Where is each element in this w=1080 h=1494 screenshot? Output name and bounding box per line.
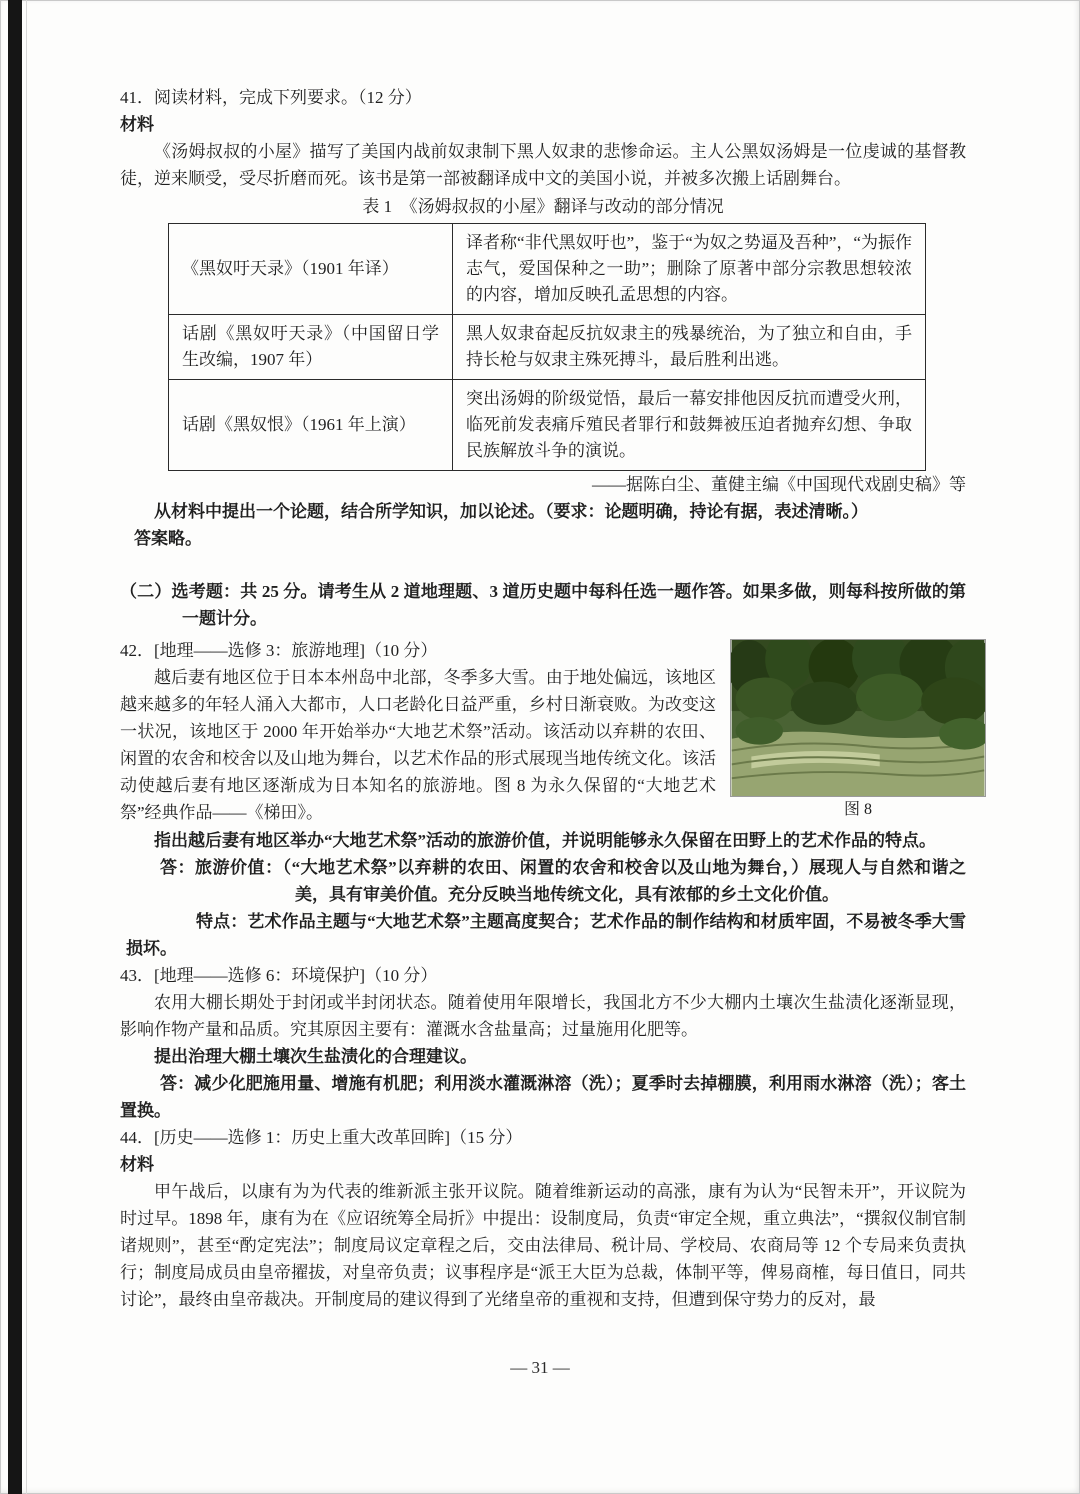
q42-answer-value: 答：旅游价值：（“大地艺术祭”以弃耕的农田、闲置的农舍和校舍以及山地为舞台，）展现人与自然和谐之美，具有审美价值。充分反映当地传统文化，具有浓郁的乡土文化价值。 [160, 858, 966, 904]
page-content [120, 84, 966, 1313]
q43-answer: 答：减少化肥施用量、增施有机肥；利用淡水灌溉淋溶（洗）；夏季时去掉棚膜，利用雨水淋溶（洗）；客土置换。 [120, 1074, 966, 1120]
q42-title: 42．[地理——选修 3：旅游地理]（10 分） [120, 641, 438, 660]
page-number: — 31 — [510, 1358, 570, 1377]
figure-8 [730, 639, 986, 823]
table-row [169, 224, 926, 315]
figure-caption: 图 8 [843, 801, 872, 818]
q41-task: 从材料中提出一个论题，结合所学知识，加以论述。（要求：论题明确，持论有据，表述清晰。） [154, 502, 868, 521]
scan-edge-bar [8, 0, 22, 1494]
q41-table-caption: 表 1 《汤姆叔叔的小屋》翻译与改动的部分情况 [362, 197, 724, 216]
q44-material-label: 材料 [120, 1155, 154, 1174]
table-row [169, 315, 926, 380]
q43-title: 43．[地理——选修 6：环境保护]（10 分） [120, 966, 438, 985]
q43-material-text: 农用大棚长期处于封闭或半封闭状态。随着使用年限增长，我国北方不少大棚内土壤次生盐渍化逐渐显现，影响作物产量和品质。究其原因主要有：灌溉水含盐量高；过量施用化肥等。 [120, 993, 966, 1039]
table-cell-work: 话剧《黑奴恨》（1961 年上演） [169, 380, 453, 471]
table-cell-work: 话剧《黑奴吁天录》（中国留日学生改编，1907 年） [169, 315, 453, 380]
table-row [169, 380, 926, 471]
q44-material-text: 甲午战后，以康有为为代表的维新派主张开议院。随着维新运动的高涨，康有为认为“民智未开”，开议院为时过早。1898 年，康有为在《应诏统筹全局折》中提出：设制度局，负责“审定全规，重立典法”，“撰叙仪制官制诸规则”，甚至“酌定宪法”；制度局议定章程之后，交由法律局、税计局、学校局、农商局等 12 个专局来负责执行；制度局成员由皇帝擢拔，对皇帝负责；议事程序是“派王大臣为总裁，体制平等，俾易商榷，每日值日，同共讨论”，最终由皇帝裁决。开制度局的建议得到了光绪皇帝的重视和支持，但遭到保守势力的反对，最 [120, 1182, 966, 1309]
section2-header: （二）选考题：共 25 分。请考生从 2 道地理题、3 道历史题中每科任选一题作答。如果多做，则每科按所做的第一题计分。 [120, 582, 966, 628]
table-cell-detail: 突出汤姆的阶级觉悟，最后一幕安排他因反抗而遭受火刑，临死前发表痛斥殖民者罪行和鼓舞被压迫者抛弃幻想、争取民族解放斗争的演说。 [453, 380, 926, 471]
terraced-fields-photo [730, 639, 986, 797]
q41-title: 41．阅读材料，完成下列要求。（12 分） [120, 88, 422, 107]
q42-answer-feature: 特点：艺术作品主题与“大地艺术祭”主题高度契合；艺术作品的制作结构和材质牢固，不易被冬季大雪损坏。 [126, 912, 966, 958]
q44-title: 44．[历史——选修 1：历史上重大改革回眸]（15 分） [120, 1128, 523, 1147]
q42-task: 指出越后妻有地区举办“大地艺术祭”活动的旅游价值，并说明能够永久保留在田野上的艺术作品的特点。 [154, 831, 936, 850]
q43-task: 提出治理大棚土壤次生盐渍化的合理建议。 [154, 1047, 477, 1066]
scan-edge-line [26, 0, 27, 1494]
q41-material-text: 《汤姆叔叔的小屋》描写了美国内战前奴隶制下黑人奴隶的悲惨命运。主人公黑奴汤姆是一位虔诚的基督教徒，逆来顺受，受尽折磨而死。该书是第一部被翻译成中文的美国小说，并被多次搬上话剧舞台。 [120, 142, 966, 188]
q41-answer: 答案略。 [134, 529, 202, 548]
q41-source-citation: ——据陈白尘、董健主编《中国现代戏剧史稿》等 [592, 475, 966, 494]
table-cell-detail: 译者称“非代黑奴吁也”，鉴于“为奴之势逼及吾种”，“为振作志气，爱国保种之一助”；删除了原著中部分宗教思想较浓的内容，增加反映孔孟思想的内容。 [453, 224, 926, 315]
table-cell-work: 《黑奴吁天录》（1901 年译） [169, 224, 453, 315]
q41-material-label: 材料 [120, 115, 154, 134]
q42-material-text: 越后妻有地区位于日本本州岛中北部，冬季多大雪。由于地处偏远，该地区越来越多的年轻人涌入大都市，人口老龄化日益严重，乡村日渐衰败。为改变这一状况，该地区于 2000 年开始举办“大地艺术祭”活动。该活动以弃耕的农田、闲置的农舍和校舍以及山地为舞台，以艺术作品的形式展现当地传统文化。该活动使越后妻有地区逐渐成为日本知名的旅游地。图 8 为永久保留的“大地艺术祭”经典作品——《梯田》。 [120, 668, 716, 822]
table-cell-detail: 黑人奴隶奋起反抗奴隶主的残暴统治，为了独立和自由，手持长枪与奴隶主殊死搏斗，最后胜利出逃。 [453, 315, 926, 380]
q42-block [120, 637, 966, 826]
q41-translation-table [168, 223, 926, 471]
